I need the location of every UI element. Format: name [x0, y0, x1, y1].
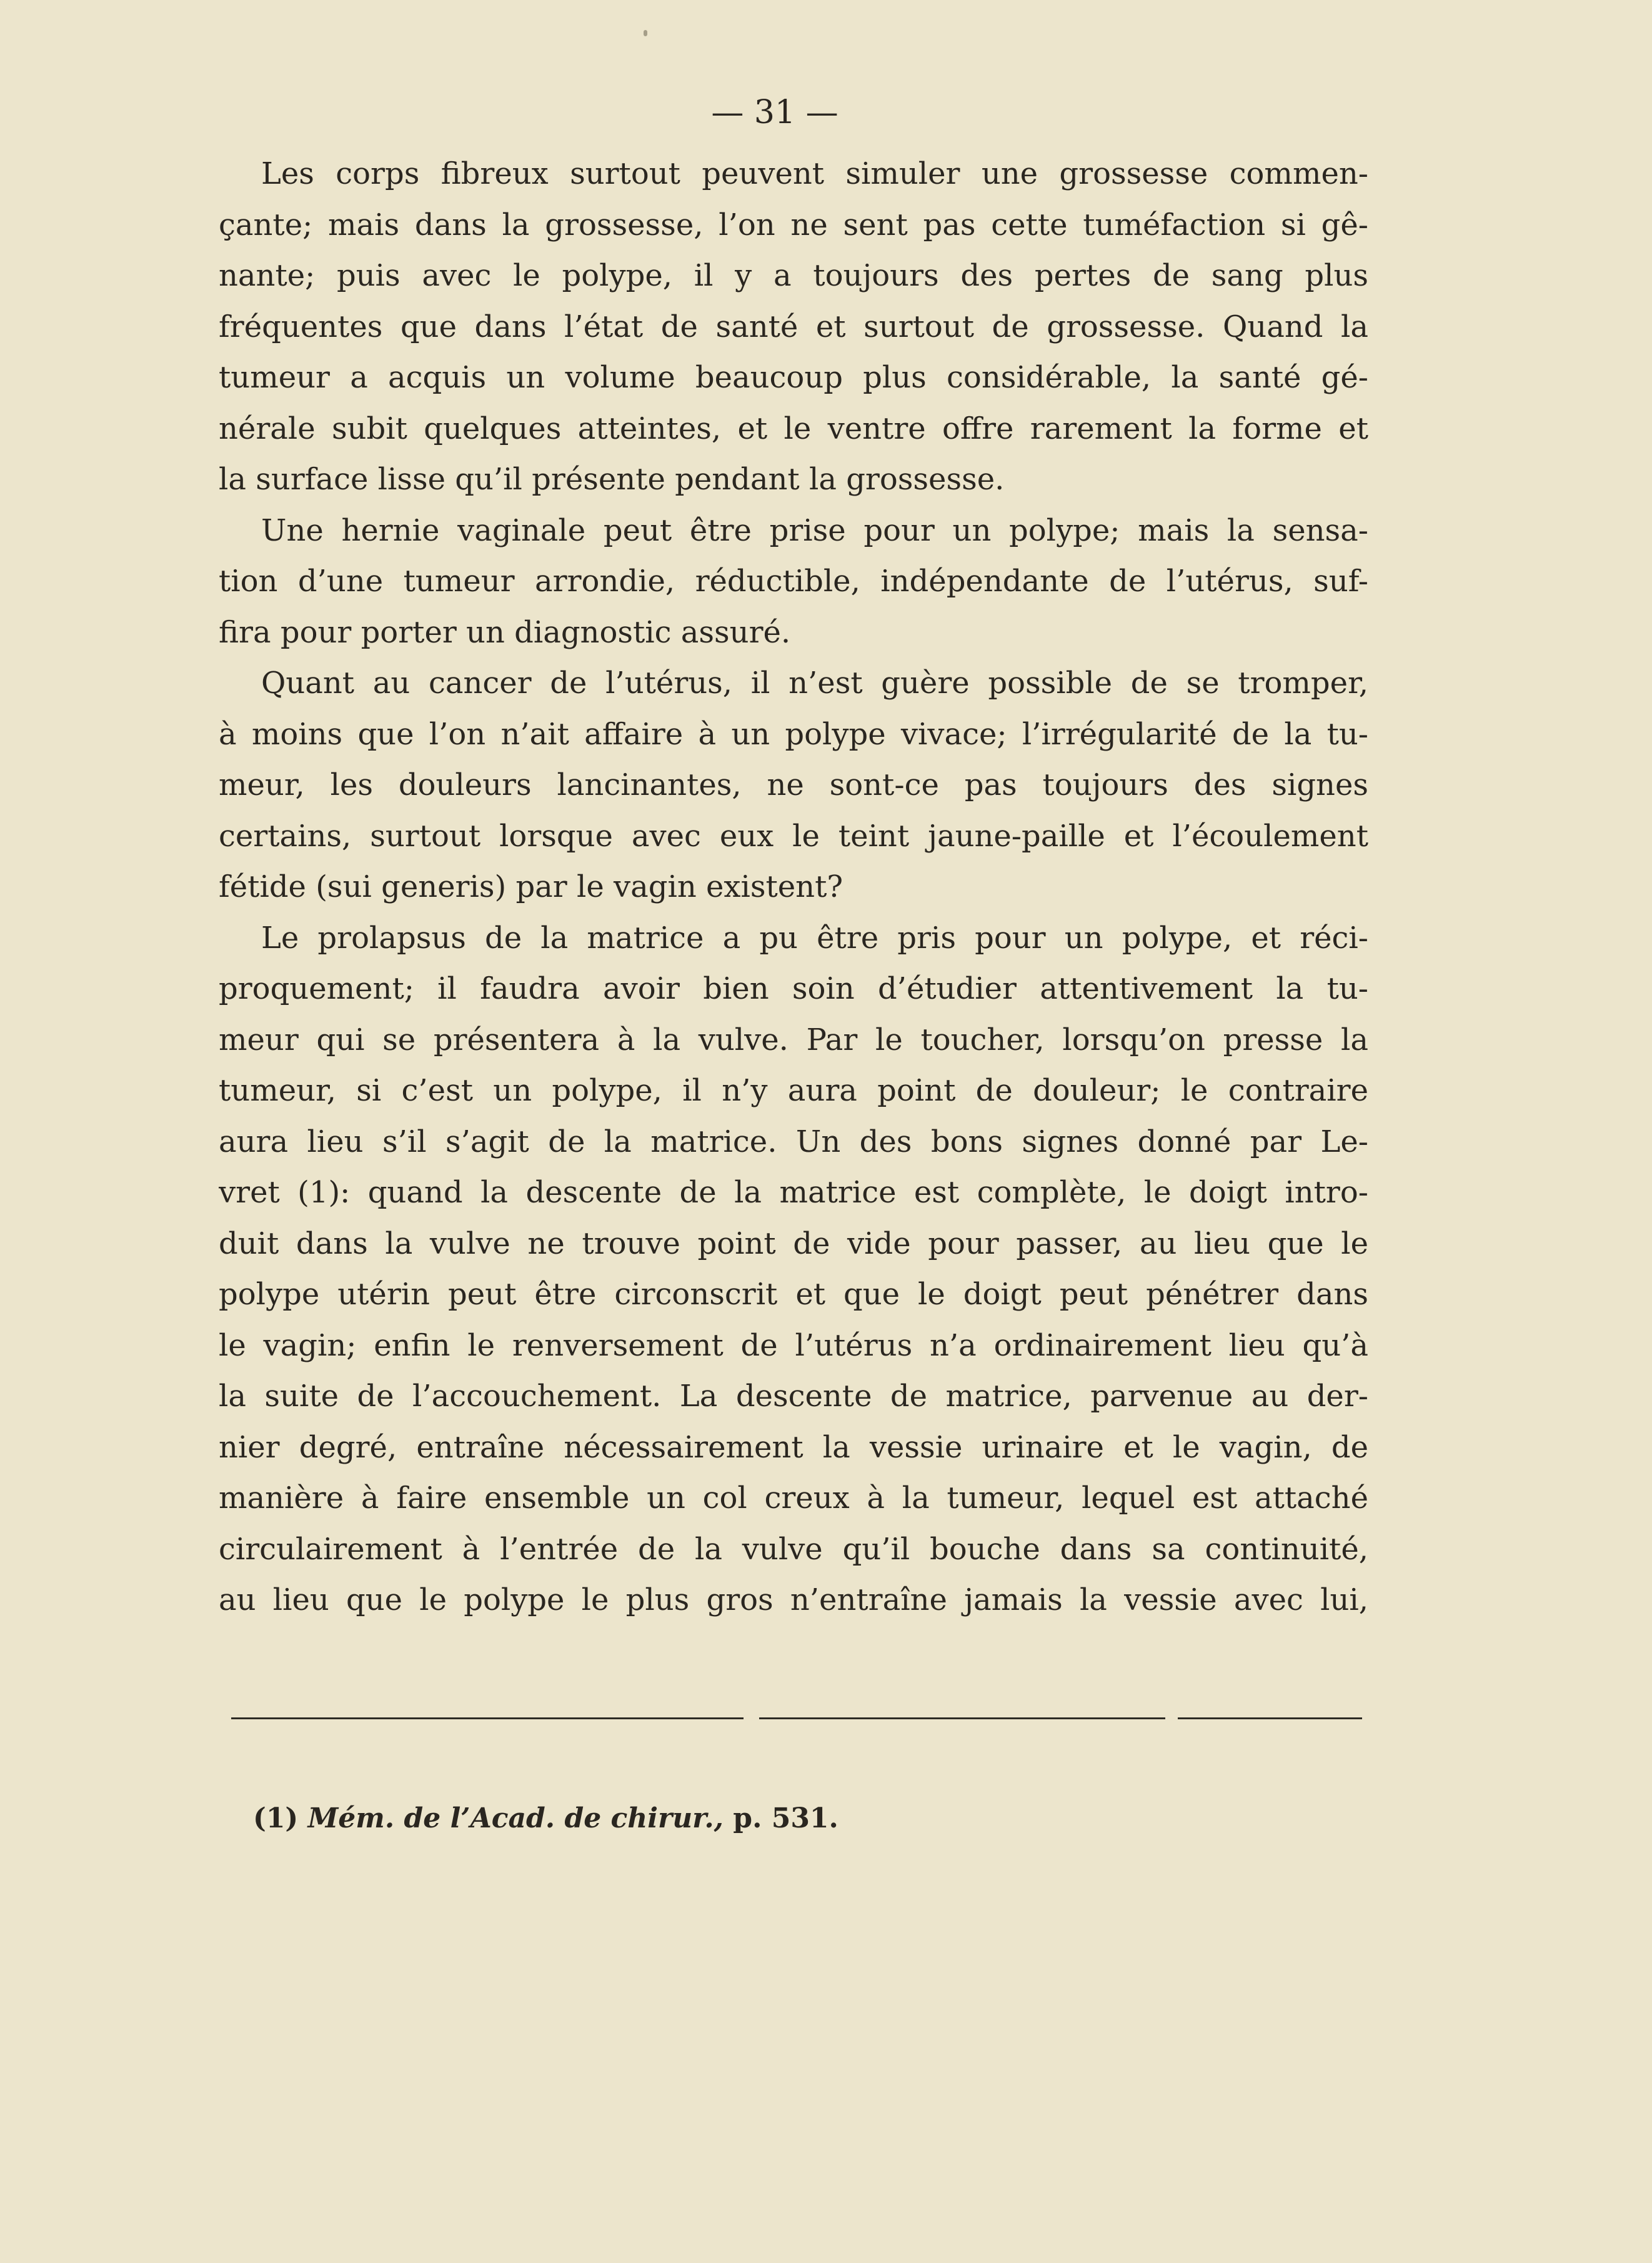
separator-rule	[759, 1717, 1165, 1719]
text-line: Le prolapsus de la matrice a pu être pris pour un polype, et réci-	[261, 920, 1368, 956]
text-line: à moins que l’on n’ait affaire à un polype vivace; l’irrégularité de la tu-	[219, 716, 1368, 752]
text-line: Quant au cancer de l’utérus, il n’est guère possible de se tromper,	[261, 666, 1368, 701]
text-line: tumeur a acquis un volume beaucoup plus considérable, la santé gé-	[219, 360, 1368, 395]
text-line: Une hernie vaginale peut être prise pour un polype; mais la sensa-	[261, 512, 1368, 548]
text-line: meur, les douleurs lancinantes, ne sont-ce pas toujours des signes	[219, 767, 1368, 802]
text-line: Les corps fibreux surtout peuvent simuler une grossesse commen-	[261, 156, 1368, 191]
text-line: duit dans la vulve ne trouve point de vide pour passer, au lieu que le	[219, 1226, 1368, 1261]
text-line: fira pour porter un diagnostic assuré.	[219, 614, 791, 650]
text-line: vret (1): quand la descente de la matrice est complète, le doigt intro-	[219, 1175, 1368, 1210]
text-line: la surface lisse qu’il présente pendant la grossesse.	[219, 462, 1005, 497]
text-line: aura lieu s’il s’agit de la matrice. Un des bons signes donné par Le-	[219, 1124, 1368, 1159]
text-line: tion d’une tumeur arrondie, réductible, indépendante de l’utérus, suf-	[219, 564, 1368, 599]
text-line: fréquentes que dans l’état de santé et surtout de grossesse. Quand la	[219, 309, 1368, 344]
text-line: la suite de l’accouchement. La descente de matrice, parvenue au der-	[219, 1379, 1368, 1414]
text-line: nante; puis avec le polype, il y a toujours des pertes de sang plus	[219, 258, 1368, 293]
footnote-separator	[231, 1717, 1362, 1720]
separator-rule	[231, 1717, 744, 1719]
text-line: circulairement à l’entrée de la vulve qu’il bouche dans sa continuité,	[219, 1531, 1368, 1567]
text-line: proquement; il faudra avoir bien soin d’étudier attentivement la tu-	[219, 971, 1368, 1006]
text-line: nier degré, entraîne nécessairement la vessie urinaire et le vagin, de	[219, 1429, 1368, 1465]
footnote-page: p. 531.	[733, 1802, 838, 1834]
text-line: polype utérin peut être circonscrit et que le doigt peut pénétrer dans	[219, 1277, 1368, 1312]
footnote-reference: Mém. de l’Acad. de chirur.,	[307, 1802, 724, 1834]
body-text	[219, 149, 1368, 1626]
text-line: certains, surtout lorsque avec eux le teint jaune-paille et l’écoulement	[219, 818, 1368, 854]
text-line: tumeur, si c’est un polype, il n’y aura point de douleur; le contraire	[219, 1073, 1368, 1108]
paper-speck	[644, 30, 647, 36]
text-line: au lieu que le polype le plus gros n’entraîne jamais la vessie avec lui,	[219, 1582, 1368, 1617]
text-line: nérale subit quelques atteintes, et le ventre offre rarement la forme et	[219, 411, 1368, 446]
footnote	[253, 1802, 838, 1834]
page-number: — 31 —	[711, 94, 838, 131]
text-line: le vagin; enfin le renversement de l’utérus n’a ordinairement lieu qu’à	[219, 1327, 1368, 1363]
text-line: meur qui se présentera à la vulve. Par le toucher, lorsqu’on presse la	[219, 1022, 1368, 1057]
text-line: fétide (sui generis) par le vagin existent?	[219, 869, 843, 904]
separator-rule	[1178, 1717, 1362, 1719]
footnote-marker: (1)	[253, 1802, 299, 1834]
text-line: manière à faire ensemble un col creux à la tumeur, lequel est attaché	[219, 1481, 1368, 1516]
text-line: çante; mais dans la grossesse, l’on ne sent pas cette tuméfaction si gê-	[219, 207, 1368, 242]
